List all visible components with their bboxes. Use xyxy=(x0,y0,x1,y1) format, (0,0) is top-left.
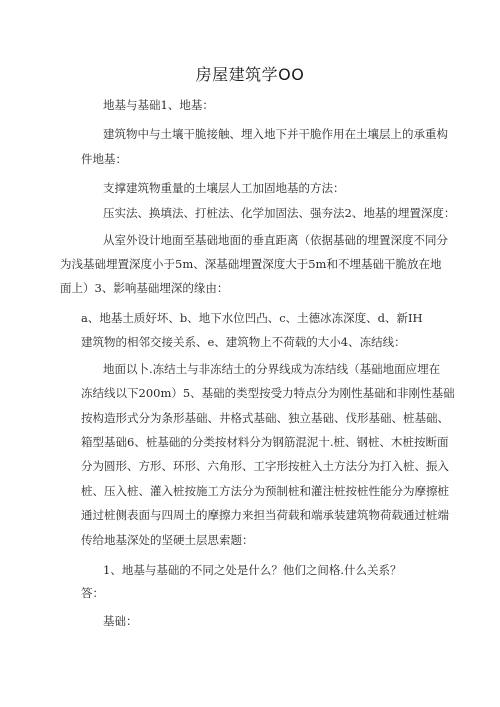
text-line: 通过桩侧表面与四周土的摩擦力来担当荷载和端承装建筑物荷载通过桩端 xyxy=(81,508,449,522)
text-line: 为浅基础埋置深度小于5m、深基础埋置深度大于5m和不埋基础干脆放在地 xyxy=(60,257,442,271)
text-line: 分为圆形、方形、环形、六角形、工字形按桩入土方法分为打入桩、振入 xyxy=(81,459,449,473)
text-line: 冻结线以下200m）5、基础的类型按受力特点分为刚性基础和非刚性基础 xyxy=(81,386,455,400)
text-line: 建筑物的相邻交接关系、e、建筑物上不荷载的大小4、冻结线： xyxy=(81,335,406,349)
text-line: a、地基土质好坏、b、地下水位凹凸、c、土德冰冻深度、d、新IH xyxy=(81,311,423,325)
text-line: 从室外设计地面至基础地面的垂直距离（依据基础的埋置深度不同分 xyxy=(103,233,448,247)
text-line: 面上）3、影响基础埋深的缘由： xyxy=(60,281,229,295)
text-line: 答： xyxy=(81,586,104,600)
text-line: 地面以卜.冻结土与非冻结土的分界线成为冻结线（基础地面应埋在 xyxy=(103,362,441,376)
text-line: 压实法、换填法、打桩法、化学加固法、强夯法2、地基的埋置深度： xyxy=(103,206,456,220)
text-line: 桩、压入桩、灌入桩按施工方法分为预制桩和灌注桩按桩性能分为摩擦桩 xyxy=(81,484,449,498)
page-title: 房屋建筑学OO xyxy=(195,65,305,84)
text-line: 建筑物中与土壤干脆接触、埋入地下并干脆作用在土壤层上的承重构 xyxy=(103,127,448,141)
text-line: 1、地基与基础的不同之处是什么？他们之间格.什么关系？ xyxy=(103,563,402,577)
text-line: 按构造形式分为条形基础、井格式基础、独立基础、伐形基础、桩基础、 xyxy=(81,411,449,425)
text-line: 传给地基深处的坚硬土层思索题： xyxy=(81,533,254,547)
text-line: 地基与基础1、地基： xyxy=(103,98,214,112)
text-line: 箱型基础6、桩基础的分类按材料分为钢筋混泥十.桩、钢桩、木桩按断面 xyxy=(81,435,449,449)
text-line: 基础： xyxy=(103,614,138,628)
text-line: 件地基： xyxy=(81,152,127,166)
text-line: 支撑建筑物重量的土壤层人工加固地基的方法： xyxy=(103,181,345,195)
